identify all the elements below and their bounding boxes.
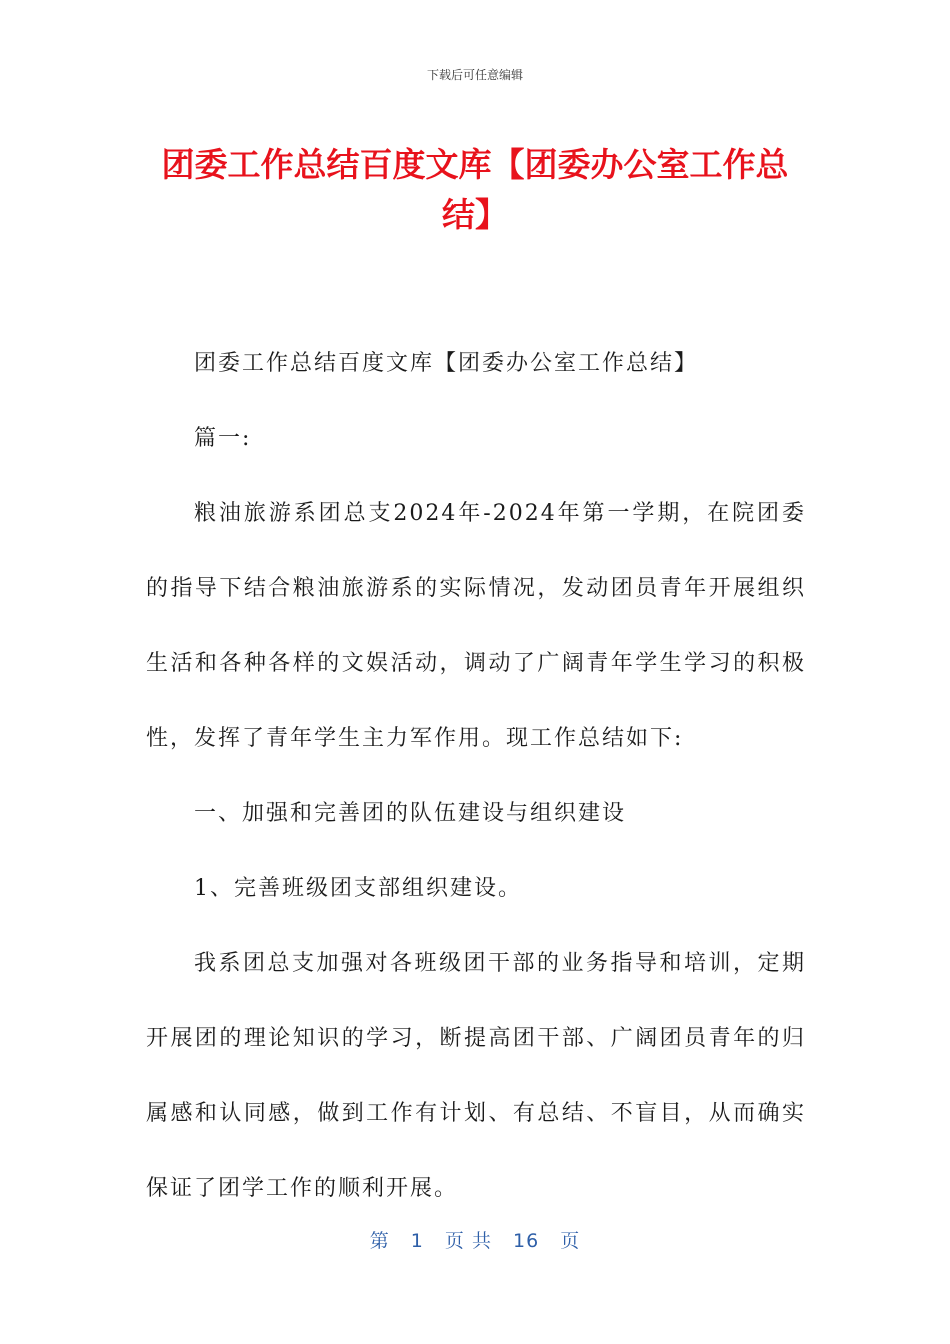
paragraph-heading-1: 一、加强和完善团的队伍建设与组织建设 [194,801,627,826]
paragraph-subheading-1: 1、完善班级团支部组织建设。 [194,876,522,901]
footer-current-page: 1 [410,1230,424,1252]
footer-prefix: 第 [369,1230,390,1252]
paragraph-subtitle: 团委工作总结百度文库【团委办公室工作总结】 [194,351,699,376]
header-note: 下载后可任意编辑 [426,68,523,82]
paragraph-section-label: 篇一: [194,426,252,451]
document-title: 团委工作总结百度文库【团委办公室工作总结】 [161,145,789,234]
paragraph-intro: 粮油旅游系团总支2024年-2024年第一学期，在院团委的指导下结合粮油旅游系的实际情况，发动团员青年开展组织生活和各种各样的文娱活动，调动了广阔青年学生学习的积极性，发挥了青年学生主力军作用。现工作总结如下: [146,501,806,751]
page-footer [0,1226,950,1253]
document-body [146,326,806,1226]
footer-suffix: 页 [560,1230,581,1252]
footer-total-pages: 16 [513,1230,540,1252]
paragraph-body-1: 我系团总支加强对各班级团干部的业务指导和培训，定期开展团的理论知识的学习，断提高团干部、广阔团员青年的归属感和认同感，做到工作有计划、有总结、不盲目，从而确实保证了团学工作的顺利开展。 [146,951,806,1201]
footer-middle: 页 共 [444,1230,492,1252]
